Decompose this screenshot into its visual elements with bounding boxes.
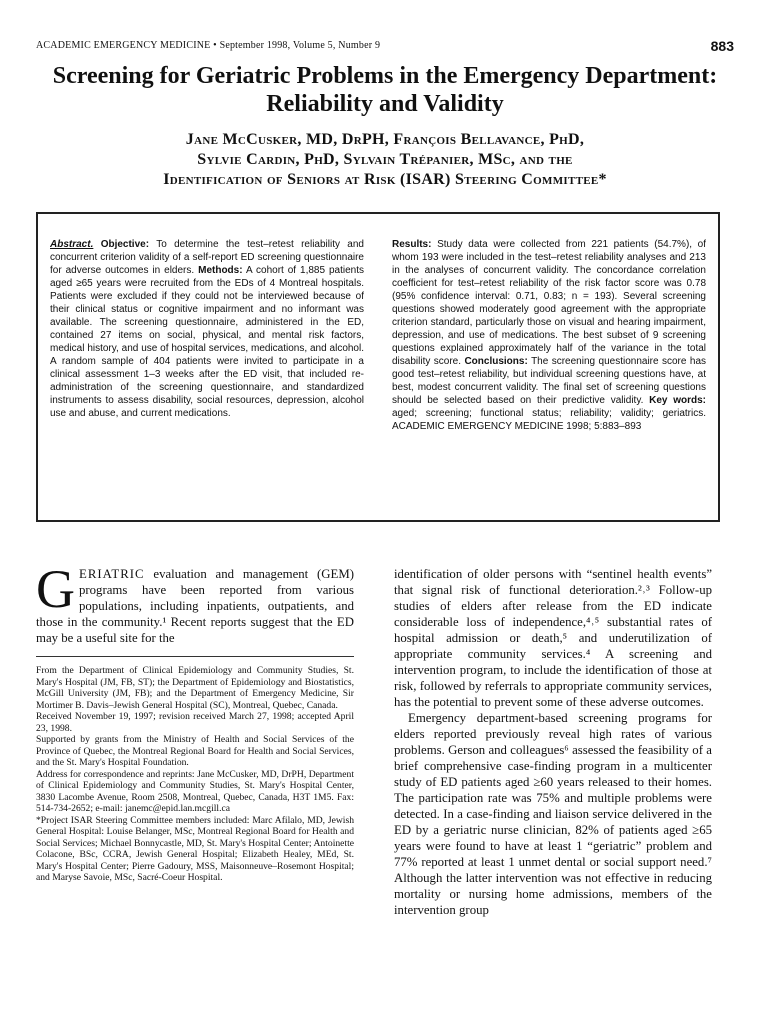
author-line-2: Sylvie Cardin, PhD, Sylvain Trépanier, MSc, and the — [197, 151, 573, 168]
footnote-funding: Supported by grants from the Ministry of Health and Social Services of the Province of Quebec, the Montreal Regional Board for Health and Social Services, and the St. Mary's Hospital Foundation. — [36, 734, 354, 768]
footnote-affiliations: From the Department of Clinical Epidemiology and Community Studies, St. Mary's Hospital (JM, FB, ST); the Department of Epidemiology and Biostatistics, McGill University (JM, FB); and the Department of Emergency Medicine, Sir Mortimer B. Davis–Jewish General Hospital (SC), Montreal, Quebec, Canada. — [36, 665, 354, 711]
conclusions-label: Conclusions: — [464, 356, 528, 367]
body-paragraph-2: Emergency department-based screening programs for elders reported previously reveal high rates of various problems. Gerson and colleagues⁶ assessed the feasibility of a brief comprehensive case-finding program in a multicenter study of ED patients aged ≥60 years released to their homes. The participation rate was 75% and multiple problems were detected. In a case-finding and liaison service delivered in the ED by a geriatric nurse clinician, 82% of patients aged ≥65 years were found to have at least 1 “geriatric” problem and 77% reported at least 1 unmet dental or social support need.⁷ Although the latter intervention was not effective in reducing mortality or nursing home admissions, members of the intervention group — [394, 711, 712, 917]
drop-cap: G — [36, 566, 75, 619]
keywords-text: aged; screening; functional status; reliability; validity; geriatrics. ACADEMIC EMERGENCY MEDICINE 1998; 5:883–893 — [392, 408, 706, 432]
author-list — [40, 130, 730, 190]
footnote-dates: Received November 19, 1997; revision received March 27, 1998; accepted April 23, 1998. — [36, 711, 354, 734]
abstract-label: Abstract. — [50, 239, 94, 250]
conclusions-text: The screening questionnaire score has good test–retest reliability, but individual screening questions have, at best, modest concurrent validity. The final set of screening questions should be selected based on their predictive validity. — [392, 356, 706, 406]
body-column-left — [36, 566, 354, 1012]
objective-label: Objective: — [100, 239, 150, 250]
running-header — [36, 40, 734, 56]
methods-label: Methods: — [198, 265, 243, 276]
abstract-column-right — [392, 238, 706, 514]
methods-text: A cohort of 1,885 patients aged ≥65 years were recruited from the EDs of 4 Montreal hospitals. Patients were excluded if they could not be interviewed because of their clinical status or cognitive impairment and no informant was available. The screening questionnaire, administered in the ED, contained 27 items on social, physical, and mental risk factors, medical history, and use of hospital services, medications, and alcohol. A random sample of 404 patients were invited to participate in a clinical assessment 1–3 weeks after the ED visit, that included re-administration of the screening questionnaire, and standardized instruments to assess disability, social resources, depression, alcohol use and abuse, and current medications. — [50, 265, 364, 419]
footnote-correspondence: Address for correspondence and reprints: Jane McCusker, MD, DrPH, Department of Clinical Epidemiology and Community Studies, St. Mary's Hospital Center, 3830 Lacombe Avenue, Room 2508, Montreal, Quebec, Canada, H3T 1M5. Fax: 514-734-2652; e-mail: janemc@epid.lan.mcgill.ca — [36, 768, 354, 814]
intro-text: evaluation and management (GEM) programs have been reported from various populations, including inpatients, outpatients, and those in the community.¹ Recent reports suggest that the ED may be a useful site for the — [36, 567, 354, 645]
results-label: Results: — [392, 239, 432, 250]
objective-text: To determine the test–retest reliability and concurrent criterion validity of a self-report ED screening questionnaire for adverse outcomes in elders. — [50, 239, 364, 276]
page-number: 883 — [710, 38, 734, 54]
article-title: Screening for Geriatric Problems in the Emergency Department: Reliability and Validity — [52, 63, 718, 117]
abstract-box — [36, 212, 720, 522]
keywords-label: Key words: — [649, 395, 706, 406]
intro-paragraph — [36, 566, 354, 646]
author-line-3: Identification of Seniors at Risk (ISAR) Steering Committee* — [163, 171, 607, 188]
lead-caps: ERIATRIC — [79, 567, 145, 581]
results-text: Study data were collected from 221 patients (54.7%), of whom 193 were included in the test–retest reliability analyses and 213 in the analyses of concurrent validity. The concordance correlation coefficient for test–retest reliability of the risk factor score was 0.78 (95% confidence interval: 0.71, 0.83; n = 193). Several screening questions showed moderately good agreement with the appropriate criterion standard, particularly those on visual and hearing impairment, depression, and use of medications. The best subset of 9 screening questions explained approximately half of the variance in the total disability score. — [392, 239, 706, 367]
body-column-right — [394, 566, 712, 1012]
abstract-column-left — [50, 238, 364, 514]
author-line-1: Jane McCusker, MD, DrPH, François Bellavance, PhD, — [185, 131, 585, 148]
footnote-committee: *Project ISAR Steering Committee members included: Marc Afilalo, MD, Jewish General Hospital: Louise Belanger, MSc, Montreal Regional Board for Health and Social Services; Michael Bonnycastle, MD, St. Mary's Hospital Center; Antoinette Colacone, BSc, CCRA, Jewish General Hospital; Elizabeth Healey, MEd, St. Mary's Hospital Center; Pierre Gadoury, MSS, Maisonneuve–Rosemont Hospital; and Maryse Savoie, MSc, Sacré-Coeur Hospital. — [36, 814, 354, 883]
running-head: ACADEMIC EMERGENCY MEDICINE • September 1998, Volume 5, Number 9 — [36, 40, 381, 51]
body-paragraph-1: identification of older persons with “sentinel health events” that signal risk of functional deterioration.²˒³ Follow-up studies of elders after release from the ED indicate considerable loss of independence,⁴˒⁵ substantial rates of hospital admission or death,⁵ and underutilization of appropriate community services.⁴ A screening and intervention program, to include the identification of those at risk, followed by referrals to appropriate community services, has the potential to prevent some of these adverse outcomes. — [394, 567, 712, 709]
footnotes — [36, 665, 354, 884]
footnote-divider — [36, 656, 354, 657]
